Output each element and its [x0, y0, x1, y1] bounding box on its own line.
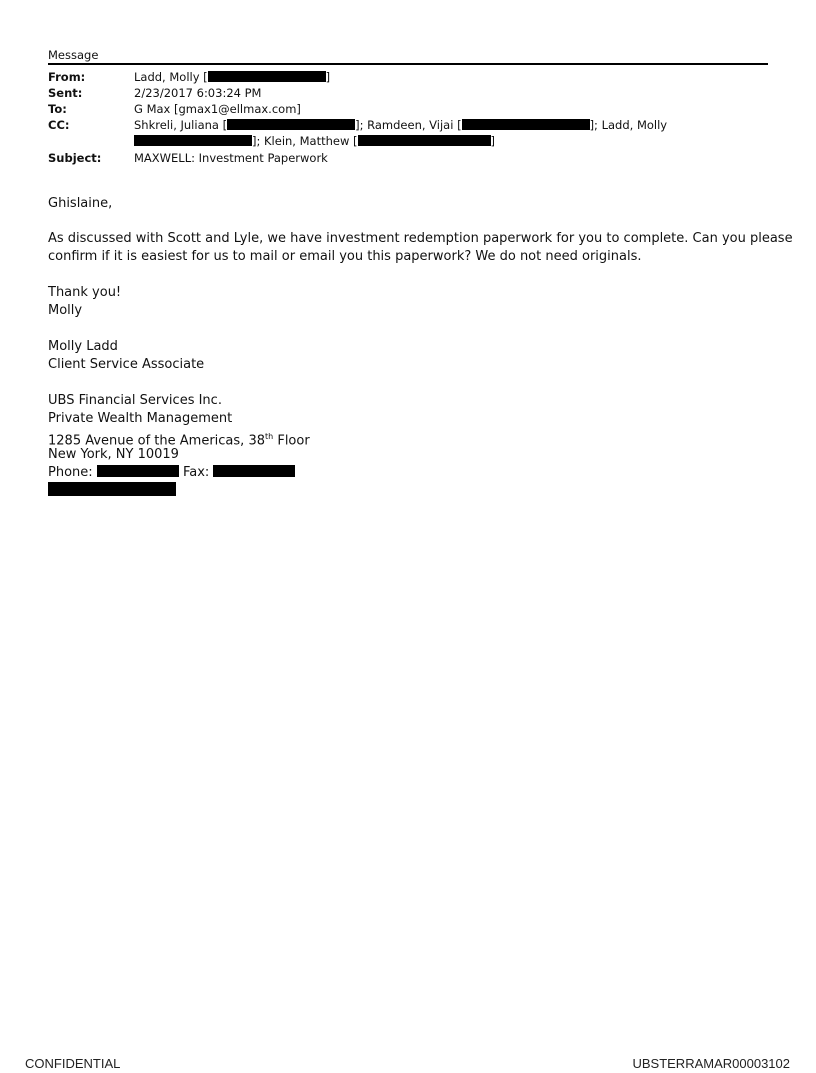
to-value: G Max [gmax1@ellmax.com] [134, 102, 301, 116]
signature-email-line [48, 482, 176, 501]
greeting: Ghislaine, [48, 196, 113, 211]
body-paragraph-line-1: As discussed with Scott and Lyle, we have investment redemption paperwork for you to complete. Can you please [48, 231, 793, 246]
redaction-block [97, 465, 179, 477]
redaction-block [227, 119, 355, 130]
redaction-block [134, 135, 252, 146]
redaction-block [208, 71, 326, 82]
redaction-block [213, 465, 295, 477]
cc-label: CC: [48, 118, 70, 132]
message-label: Message [48, 48, 99, 62]
signature-city: New York, NY 10019 [48, 447, 179, 462]
subject-value: MAXWELL: Investment Paperwork [134, 151, 328, 165]
cc-vijai: ]; Ramdeen, Vijai [ [355, 118, 462, 132]
signature-contact [48, 464, 295, 482]
header-divider [48, 63, 768, 65]
signature-company: UBS Financial Services Inc. [48, 393, 222, 408]
sent-label: Sent: [48, 86, 83, 100]
closing-thanks: Thank you! [48, 285, 122, 300]
address-floor: Floor [273, 433, 310, 449]
from-value: Ladd, Molly [ [134, 70, 208, 84]
cc-line-2 [134, 133, 495, 149]
signature-name: Molly Ladd [48, 339, 118, 354]
from-label: From: [48, 70, 86, 84]
subject-label: Subject: [48, 151, 102, 165]
signature-title: Client Service Associate [48, 357, 205, 372]
cc-line-1 [134, 117, 667, 133]
from-value-wrap [134, 69, 330, 85]
redaction-block [358, 135, 491, 146]
body-paragraph-line-2: confirm if it is easiest for us to mail or email you this paperwork? We do not need originals. [48, 249, 642, 264]
cc-juliana: Shkreli, Juliana [ [134, 118, 228, 132]
signature-division: Private Wealth Management [48, 411, 233, 426]
redaction-block [48, 482, 176, 496]
redaction-block [462, 119, 590, 130]
cc-matthew: ]; Klein, Matthew [ [252, 134, 358, 148]
bates-number: UBSTERRAMAR00003102 [632, 1056, 790, 1071]
sent-value: 2/23/2017 6:03:24 PM [134, 86, 262, 100]
from-close: ] [325, 70, 331, 84]
address-ordinal: th [264, 432, 274, 441]
fax-label: Fax: [182, 465, 210, 480]
confidential-label: CONFIDENTIAL [25, 1056, 121, 1071]
cc-molly: ]; Ladd, Molly [589, 118, 668, 132]
closing-name: Molly [48, 303, 83, 318]
to-label: To: [48, 102, 67, 116]
phone-label: Phone: [48, 465, 93, 480]
cc-close: ] [490, 134, 496, 148]
address-street: 1285 Avenue of the Americas, 38 [48, 433, 265, 449]
